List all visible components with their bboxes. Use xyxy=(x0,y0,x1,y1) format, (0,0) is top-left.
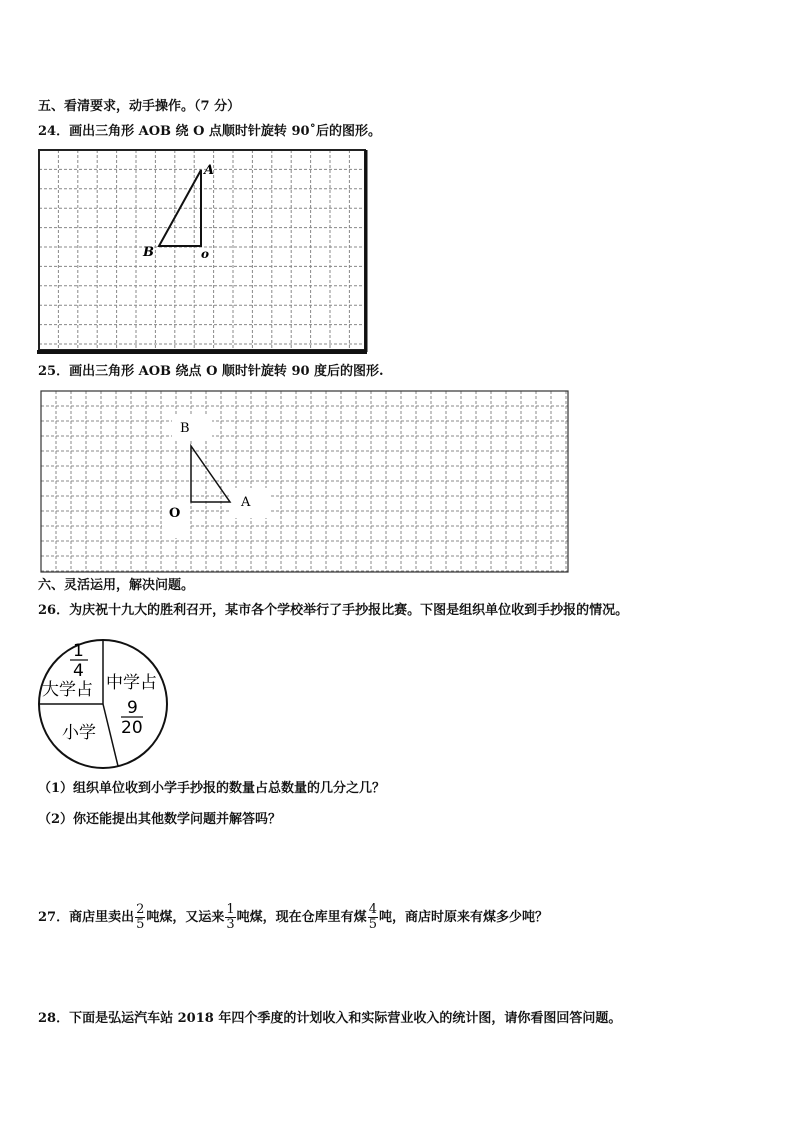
q24-grid-figure xyxy=(37,148,369,356)
q25-grid-figure xyxy=(40,390,570,574)
section-5-title: 五、看清要求，动手操作。（7 分） xyxy=(38,99,241,114)
pie-zhongxue-label: 中学占 xyxy=(106,673,157,693)
pie-zhongxue-den: 20 xyxy=(121,718,143,738)
question-25-text: 25．画出三角形 AOB 绕点 O 顺时针旋转 90 度后的图形. xyxy=(38,364,384,379)
section-6-title: 六、灵活运用，解决问题。 xyxy=(38,578,195,593)
pie-daxue-label: 大学占 xyxy=(42,680,93,700)
q27-part-2: 吨煤，又运来 xyxy=(146,910,225,925)
q27-fraction-3: $\frac{4}{5}$ xyxy=(368,902,377,932)
q27-part-4: 吨，商店时原来有煤多少吨？ xyxy=(378,910,548,925)
pie-daxue-num: 1 xyxy=(73,641,84,661)
question-26-text: 26．为庆祝十九大的胜利召开，某市各个学校举行了手抄报比赛。下图是组织单位收到手抄报的情况。 xyxy=(38,603,629,618)
q27-part-3: 吨煤，现在仓库里有煤 xyxy=(236,910,367,925)
question-26-sub-1: （1）组织单位收到小学手抄报的数量占总数量的几分之几？ xyxy=(38,781,386,796)
pie-daxue-den: 4 xyxy=(73,661,84,681)
q27-fraction-2: $\frac{1}{3}$ xyxy=(226,902,235,932)
question-26-sub-2: （2）你还能提出其他数学问题并解答吗？ xyxy=(38,812,282,827)
q24-label-b: B xyxy=(143,245,154,260)
q25-label-a: A xyxy=(241,495,251,510)
q26-pie-chart xyxy=(36,638,172,770)
q27-part-1: 27．商店里卖出 xyxy=(38,910,135,925)
pie-zhongxue-num: 9 xyxy=(127,698,138,718)
question-24-text: 24．画出三角形 AOB 绕 O 点顺时针旋转 90˚后的图形。 xyxy=(38,124,382,139)
question-28-text: 28．下面是弘运汽车站 2018 年四个季度的计划收入和实际营业收入的统计图，请你看图回答问题。 xyxy=(38,1011,622,1026)
pie-xiaoxue-label: 小学 xyxy=(62,723,96,743)
q25-label-o: O xyxy=(169,506,181,521)
q27-fraction-1: $\frac{2}{5}$ xyxy=(136,902,145,932)
q25-label-b: B xyxy=(180,421,190,436)
q25-triangle-aob xyxy=(191,446,230,502)
question-27-text xyxy=(38,901,548,935)
q24-label-a: A xyxy=(204,163,215,178)
q24-label-o: o xyxy=(201,247,210,261)
